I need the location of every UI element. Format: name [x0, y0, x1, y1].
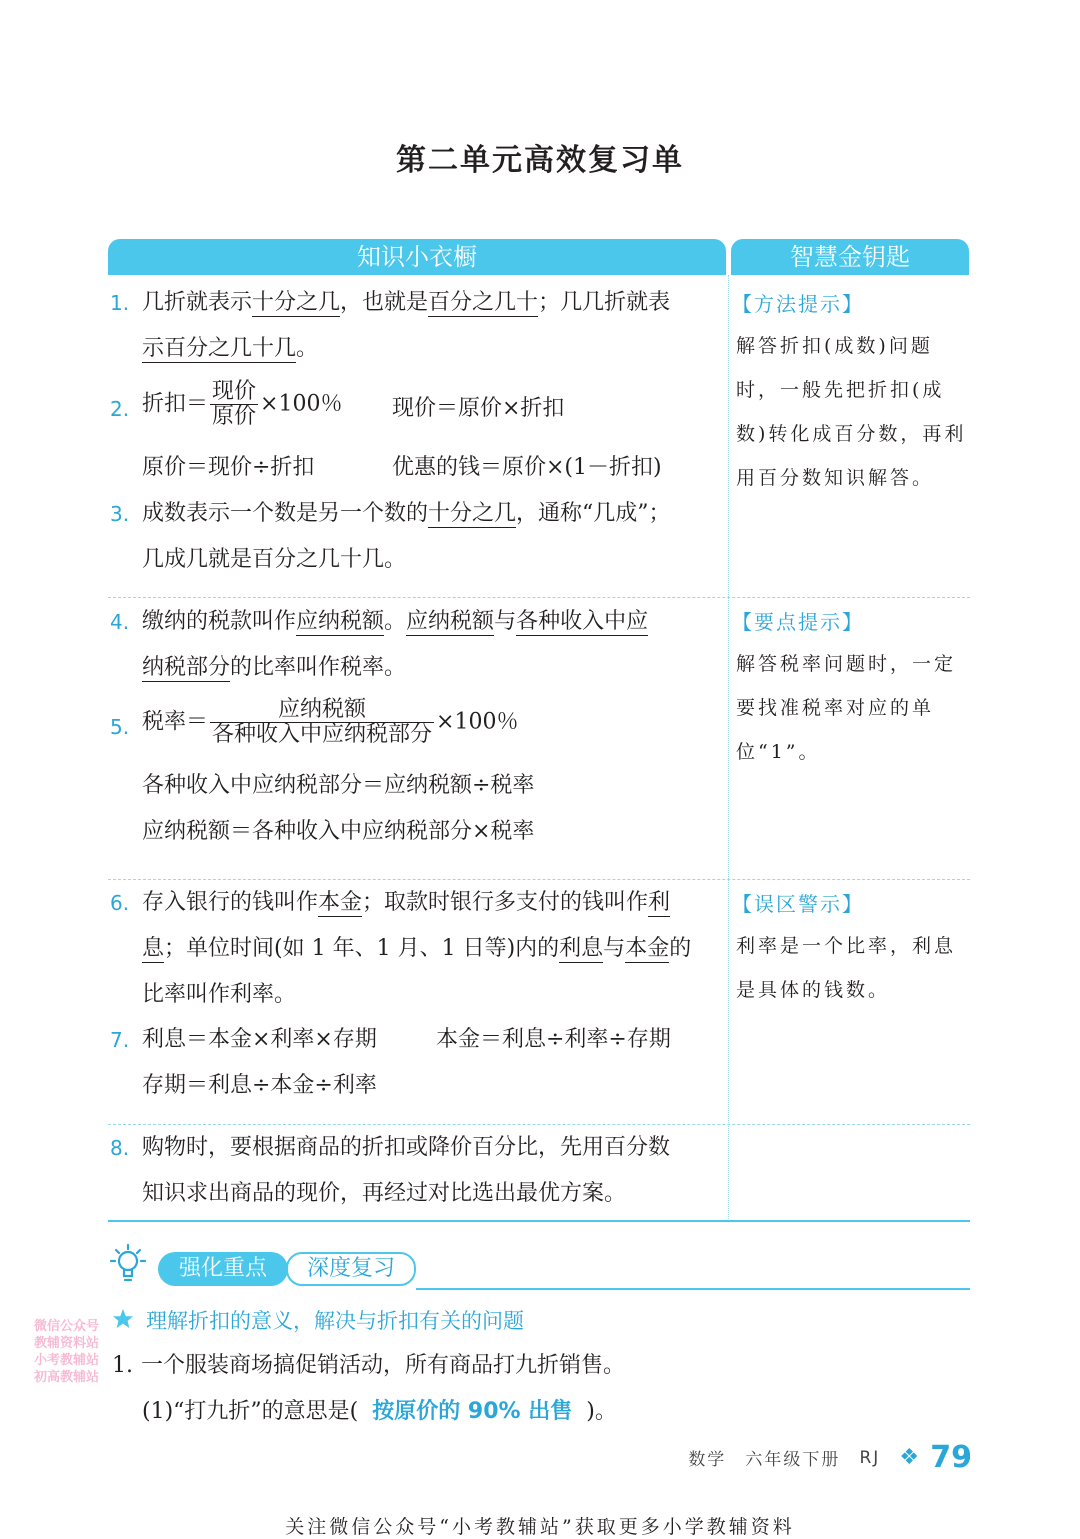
- pitfall-tip-body: 利率是一个比率，利息是具体的钱数。: [736, 935, 957, 1001]
- row-divider: [108, 597, 970, 598]
- emphasis-pill: 强化重点: [158, 1252, 288, 1286]
- topic-heading: 理解折扣的意义，解决与折扣有关的问题: [146, 1309, 524, 1333]
- key-point-tip-body: 解答税率问题时，一定要找准税率对应的单位“1”。: [736, 653, 957, 763]
- row-divider: [108, 1124, 970, 1125]
- method-tip-heading: 【方法提示】: [732, 292, 864, 316]
- lightbulb-icon: [108, 1242, 148, 1286]
- page-number: 79: [930, 1440, 972, 1475]
- fraction: $\frac{\text{现价}}{\text{原价}}$: [212, 379, 257, 429]
- answer-text: 按原价的 90% 出售: [372, 1399, 573, 1424]
- row-divider: [108, 879, 970, 880]
- pitfall-tip-heading: 【误区警示】: [732, 892, 864, 916]
- question-1-part-1: (1)“打九折”的意思是( 按原价的 90% 出售 )。: [142, 1399, 617, 1424]
- table-bottom-line: [108, 1220, 970, 1222]
- key-point-tip-heading: 【要点提示】: [732, 610, 864, 634]
- watermark-stamp: 微信公众号 教辅资料站 小考教辅站 初高教辅站: [34, 1319, 100, 1385]
- deep-review-pill: 深度复习: [286, 1252, 416, 1286]
- tips-header: 智慧金钥匙: [731, 239, 969, 275]
- column-divider: [728, 275, 729, 1221]
- diamond-icon: ❖: [899, 1445, 920, 1470]
- fraction: $\frac{\text{应纳税额}}{\text{各种收入中应纳税部分}}$: [212, 697, 433, 747]
- section-underline: [416, 1288, 970, 1290]
- review-section-header: [108, 1242, 970, 1292]
- page-title: 第二单元高效复习单: [396, 143, 684, 178]
- bottom-promo-note: 关注微信公众号“小考教辅站”获取更多小学教辅资料: [285, 1516, 795, 1538]
- page-footer: 数学 六年级下册 RJ ❖ 79: [688, 1440, 972, 1475]
- method-tip-body: 解答折扣(成数)问题时，一般先把折扣(成数)转化成百分数，再利用百分数知识解答。: [736, 335, 967, 489]
- knowledge-header: 知识小衣橱: [108, 239, 726, 275]
- question-1: 1. 一个服装商场搞促销活动，所有商品打九折销售。: [112, 1353, 626, 1378]
